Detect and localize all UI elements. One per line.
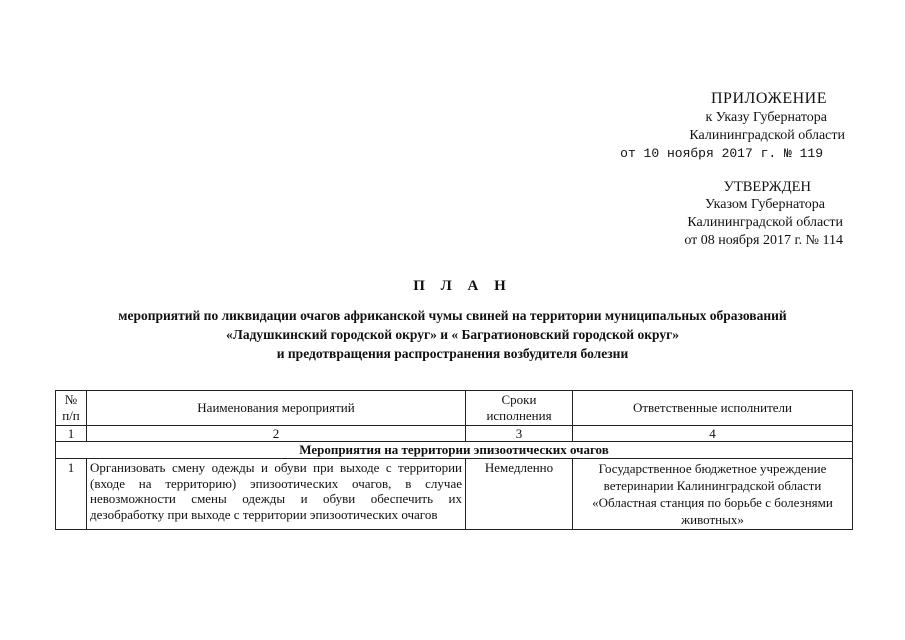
appendix-line-1: к Указу Губернатора: [705, 110, 827, 125]
appendix-line-2: Калининградской области: [689, 128, 845, 143]
table-header-row: [56, 391, 853, 426]
table-row: [56, 459, 853, 530]
plan-table: [55, 390, 853, 530]
section-title: Мероприятия на территории эпизоотических очагов: [56, 442, 853, 459]
approved-heading: УТВЕРЖДЕН: [723, 179, 811, 195]
column-number: 3: [466, 426, 573, 442]
plan-subtitle: [40, 306, 865, 363]
header-num: № п/п: [56, 391, 87, 426]
header-name: Наименования мероприятий: [87, 391, 466, 426]
row-num: 1: [56, 459, 87, 530]
column-number-row: [56, 426, 853, 442]
approved-line-1: Указом Губернатора: [704, 197, 825, 212]
row-action: Организовать смену одежды и обуви при выходе с территории (входе на территорию) эпизоотических очагов, в случае невозможности смены одежды и обуви обеспечить их дезобработку при выходе с территории эпизоотических очагов: [87, 459, 466, 530]
section-row: [56, 442, 853, 459]
row-responsible: Государственное бюджетное учреждение ветеринарии Калининградской области «Областная станция по борьбе с болезнями животных»: [573, 459, 853, 530]
header-deadline: Сроки исполнения: [466, 391, 573, 426]
approved-line-2: Калининградской области: [687, 215, 843, 230]
approved-line-3: от 08 ноября 2017 г. № 114: [684, 233, 843, 248]
appendix-heading: ПРИЛОЖЕНИЕ: [710, 90, 827, 107]
row-deadline: Немедленно: [466, 459, 573, 530]
approved-block: [684, 178, 843, 250]
column-number: 4: [573, 426, 853, 442]
subtitle-line-1: мероприятий по ликвидации очагов африканской чумы свиней на территории муниципальных образований: [118, 308, 787, 323]
column-number: 2: [87, 426, 466, 442]
column-number: 1: [56, 426, 87, 442]
subtitle-line-3: и предотвращения распространения возбудителя болезни: [276, 346, 629, 361]
appendix-line-3: от 10 ноября 2017 г. № 119: [620, 146, 823, 161]
subtitle-line-2: «Ладушкинский городской округ» и « Багратионовский городской округ»: [226, 327, 679, 342]
header-responsible: Ответственные исполнители: [573, 391, 853, 426]
plan-title: П Л А Н: [413, 278, 512, 294]
appendix-block: [620, 90, 845, 163]
